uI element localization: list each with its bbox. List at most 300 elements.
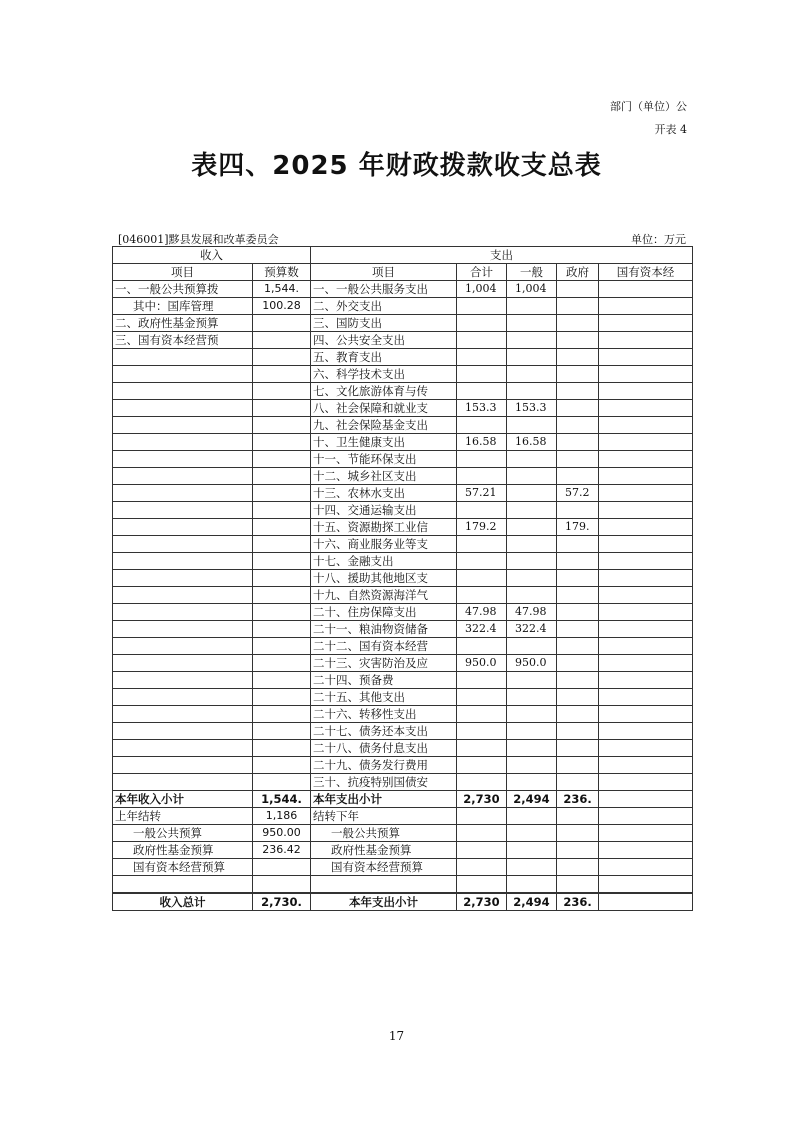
expense-state-capital-cell xyxy=(599,774,693,791)
income-item-cell xyxy=(113,740,253,757)
table-row xyxy=(113,519,693,536)
expense-general-cell xyxy=(507,757,557,774)
expense-total-cell: 1,004 xyxy=(457,281,507,298)
table-row xyxy=(113,366,693,383)
expense-state-capital-cell xyxy=(599,400,693,417)
expense-gov-fund-cell xyxy=(557,655,599,672)
expense-total-cell xyxy=(457,808,507,825)
col-header-gov-fund: 政府 xyxy=(557,264,599,281)
expense-total-cell: 322.4 xyxy=(457,621,507,638)
expense-item-cell: 二十三、灾害防治及应 xyxy=(311,655,457,672)
expense-general-cell: 1,004 xyxy=(507,281,557,298)
blank-cell xyxy=(311,876,457,894)
income-item-cell: 二、政府性基金预算 xyxy=(113,315,253,332)
expense-state-capital-cell xyxy=(599,570,693,587)
expense-state-capital-cell xyxy=(599,468,693,485)
expense-item-cell: 二十九、债务发行费用 xyxy=(311,757,457,774)
income-budget-cell xyxy=(253,332,311,349)
expense-state-capital-cell xyxy=(599,366,693,383)
group-header-row xyxy=(113,247,693,264)
income-budget-cell xyxy=(253,366,311,383)
expense-gov-fund-cell xyxy=(557,451,599,468)
expense-general-cell xyxy=(507,808,557,825)
expense-total-cell xyxy=(457,451,507,468)
income-budget-cell xyxy=(253,655,311,672)
income-item-cell: 本年收入小计 xyxy=(113,791,253,808)
expense-state-capital-cell xyxy=(599,808,693,825)
expense-gov-fund-cell xyxy=(557,757,599,774)
expense-gov-fund-cell xyxy=(557,366,599,383)
col-header-total: 合计 xyxy=(457,264,507,281)
table-row xyxy=(113,417,693,434)
expense-general-cell xyxy=(507,468,557,485)
expense-gov-fund-cell: 236. xyxy=(557,791,599,808)
expense-state-capital-cell xyxy=(599,706,693,723)
expense-state-capital-cell xyxy=(599,842,693,859)
expense-state-capital-cell xyxy=(599,893,693,911)
expense-gov-fund-cell xyxy=(557,672,599,689)
expense-state-capital-cell xyxy=(599,451,693,468)
income-budget-cell: 1,544. xyxy=(253,281,311,298)
carry-row xyxy=(113,825,693,842)
income-item-cell xyxy=(113,519,253,536)
expense-gov-fund-cell xyxy=(557,689,599,706)
expense-total-cell xyxy=(457,689,507,706)
income-budget-cell xyxy=(253,485,311,502)
expense-state-capital-cell xyxy=(599,655,693,672)
income-budget-cell xyxy=(253,740,311,757)
expense-total-cell xyxy=(457,553,507,570)
income-item-cell xyxy=(113,655,253,672)
expense-general-cell xyxy=(507,502,557,519)
income-item-cell xyxy=(113,706,253,723)
expense-gov-fund-cell xyxy=(557,621,599,638)
table-row xyxy=(113,281,693,298)
blank-row xyxy=(113,876,693,894)
table-row xyxy=(113,757,693,774)
expense-item-cell: 四、公共安全支出 xyxy=(311,332,457,349)
expense-item-cell: 二十、住房保障支出 xyxy=(311,604,457,621)
expense-item-cell: 九、社会保险基金支出 xyxy=(311,417,457,434)
expense-state-capital-cell xyxy=(599,604,693,621)
income-item-cell xyxy=(113,774,253,791)
expense-state-capital-cell xyxy=(599,757,693,774)
expense-item-cell: 八、社会保障和就业支 xyxy=(311,400,457,417)
expense-general-cell: 950.0 xyxy=(507,655,557,672)
expense-state-capital-cell xyxy=(599,332,693,349)
income-item-cell xyxy=(113,723,253,740)
expense-gov-fund-cell xyxy=(557,332,599,349)
expense-item-cell: 五、教育支出 xyxy=(311,349,457,366)
expense-general-cell xyxy=(507,672,557,689)
col-header-expense-item: 项目 xyxy=(311,264,457,281)
income-item-cell: 其中：国库管理 xyxy=(113,298,253,315)
expense-item-cell: 二十五、其他支出 xyxy=(311,689,457,706)
blank-cell xyxy=(457,876,507,894)
income-budget-cell xyxy=(253,451,311,468)
carry-row xyxy=(113,808,693,825)
expense-item-cell: 十四、交通运输支出 xyxy=(311,502,457,519)
income-item-cell xyxy=(113,417,253,434)
table-row xyxy=(113,468,693,485)
income-item-cell xyxy=(113,468,253,485)
table-row xyxy=(113,332,693,349)
expense-item-cell: 十一、节能环保支出 xyxy=(311,451,457,468)
expense-general-cell xyxy=(507,706,557,723)
expense-gov-fund-cell xyxy=(557,434,599,451)
income-budget-cell xyxy=(253,757,311,774)
finance-summary-table xyxy=(112,246,693,911)
expense-total-cell xyxy=(457,740,507,757)
income-budget-cell xyxy=(253,434,311,451)
expense-total-cell: 950.0 xyxy=(457,655,507,672)
table-row xyxy=(113,706,693,723)
expense-general-cell xyxy=(507,298,557,315)
income-budget-cell: 1,186 xyxy=(253,808,311,825)
expense-item-cell: 十、卫生健康支出 xyxy=(311,434,457,451)
expense-general-cell xyxy=(507,349,557,366)
income-budget-cell xyxy=(253,400,311,417)
expense-total-cell xyxy=(457,706,507,723)
income-budget-cell xyxy=(253,621,311,638)
expense-general-cell xyxy=(507,587,557,604)
expense-general-cell xyxy=(507,774,557,791)
expense-total-cell xyxy=(457,536,507,553)
expense-gov-fund-cell xyxy=(557,298,599,315)
income-item-cell: 一、一般公共预算拨 xyxy=(113,281,253,298)
expense-header: 支出 xyxy=(311,247,693,264)
expense-item-cell: 二十四、预备费 xyxy=(311,672,457,689)
income-budget-cell xyxy=(253,859,311,876)
income-budget-cell xyxy=(253,774,311,791)
expense-gov-fund-cell xyxy=(557,706,599,723)
expense-state-capital-cell xyxy=(599,859,693,876)
expense-general-cell xyxy=(507,740,557,757)
income-budget-cell xyxy=(253,689,311,706)
expense-state-capital-cell xyxy=(599,281,693,298)
income-budget-cell xyxy=(253,587,311,604)
blank-cell xyxy=(507,876,557,894)
table-row xyxy=(113,298,693,315)
income-budget-cell xyxy=(253,604,311,621)
expense-general-cell xyxy=(507,417,557,434)
expense-gov-fund-cell xyxy=(557,859,599,876)
expense-item-cell: 十五、资源勘探工业信 xyxy=(311,519,457,536)
expense-state-capital-cell xyxy=(599,723,693,740)
expense-total-cell xyxy=(457,349,507,366)
expense-gov-fund-cell xyxy=(557,774,599,791)
expense-state-capital-cell xyxy=(599,740,693,757)
expense-total-cell: 47.98 xyxy=(457,604,507,621)
expense-state-capital-cell xyxy=(599,298,693,315)
expense-gov-fund-cell xyxy=(557,281,599,298)
expense-general-cell xyxy=(507,825,557,842)
income-budget-cell: 2,730. xyxy=(253,893,311,911)
expense-total-cell xyxy=(457,468,507,485)
expense-total-cell xyxy=(457,842,507,859)
expense-state-capital-cell xyxy=(599,689,693,706)
expense-total-cell xyxy=(457,366,507,383)
col-header-budget: 预算数 xyxy=(253,264,311,281)
expense-state-capital-cell xyxy=(599,536,693,553)
expense-general-cell xyxy=(507,485,557,502)
expense-general-cell xyxy=(507,383,557,400)
expense-total-cell: 57.21 xyxy=(457,485,507,502)
blank-cell xyxy=(599,876,693,894)
income-budget-cell xyxy=(253,519,311,536)
income-budget-cell xyxy=(253,502,311,519)
expense-total-cell xyxy=(457,298,507,315)
header-dept-label: 部门（单位）公 xyxy=(610,100,687,113)
expense-item-cell: 国有资本经营预算 xyxy=(311,859,457,876)
expense-state-capital-cell xyxy=(599,825,693,842)
income-budget-cell xyxy=(253,349,311,366)
income-budget-cell xyxy=(253,672,311,689)
income-item-cell xyxy=(113,570,253,587)
expense-gov-fund-cell xyxy=(557,638,599,655)
expense-gov-fund-cell xyxy=(557,587,599,604)
income-item-cell xyxy=(113,383,253,400)
table-row xyxy=(113,349,693,366)
income-item-cell xyxy=(113,689,253,706)
income-item-cell xyxy=(113,400,253,417)
table-row xyxy=(113,740,693,757)
income-item-cell xyxy=(113,366,253,383)
expense-item-cell: 二、外交支出 xyxy=(311,298,457,315)
expense-general-cell xyxy=(507,570,557,587)
expense-general-cell: 2,494 xyxy=(507,791,557,808)
expense-item-cell: 二十一、粮油物资储备 xyxy=(311,621,457,638)
income-item-cell: 一般公共预算 xyxy=(113,825,253,842)
expense-item-cell: 七、文化旅游体育与传 xyxy=(311,383,457,400)
income-item-cell: 三、国有资本经营预 xyxy=(113,332,253,349)
income-item-cell: 上年结转 xyxy=(113,808,253,825)
expense-gov-fund-cell xyxy=(557,400,599,417)
table-row xyxy=(113,383,693,400)
expense-general-cell xyxy=(507,638,557,655)
expense-gov-fund-cell: 236. xyxy=(557,893,599,911)
income-item-cell: 政府性基金预算 xyxy=(113,842,253,859)
table-row xyxy=(113,655,693,672)
expense-item-cell: 本年支出小计 xyxy=(311,893,457,911)
income-item-cell xyxy=(113,621,253,638)
income-item-cell xyxy=(113,536,253,553)
expense-general-cell xyxy=(507,451,557,468)
table-row xyxy=(113,553,693,570)
expense-general-cell xyxy=(507,859,557,876)
table-row xyxy=(113,587,693,604)
expense-gov-fund-cell xyxy=(557,825,599,842)
table-row xyxy=(113,723,693,740)
expense-total-cell xyxy=(457,570,507,587)
expense-general-cell xyxy=(507,536,557,553)
income-item-cell xyxy=(113,553,253,570)
income-budget-cell xyxy=(253,536,311,553)
expense-state-capital-cell xyxy=(599,417,693,434)
expense-general-cell xyxy=(507,723,557,740)
expense-gov-fund-cell xyxy=(557,468,599,485)
col-header-income-item: 项目 xyxy=(113,264,253,281)
expense-total-cell xyxy=(457,672,507,689)
expense-general-cell xyxy=(507,315,557,332)
expense-item-cell: 十二、城乡社区支出 xyxy=(311,468,457,485)
expense-total-cell xyxy=(457,825,507,842)
expense-item-cell: 十七、金融支出 xyxy=(311,553,457,570)
expense-total-cell xyxy=(457,587,507,604)
income-budget-cell xyxy=(253,570,311,587)
expense-general-cell: 16.58 xyxy=(507,434,557,451)
expense-total-cell xyxy=(457,332,507,349)
expense-gov-fund-cell xyxy=(557,740,599,757)
expense-total-cell xyxy=(457,638,507,655)
column-header-row xyxy=(113,264,693,281)
table-row xyxy=(113,315,693,332)
expense-total-cell xyxy=(457,723,507,740)
expense-gov-fund-cell xyxy=(557,349,599,366)
expense-state-capital-cell xyxy=(599,638,693,655)
total-row xyxy=(113,893,693,911)
expense-general-cell: 153.3 xyxy=(507,400,557,417)
department-code-name: [046001]黟县发展和改革委员会 xyxy=(118,233,279,246)
expense-item-cell: 一般公共预算 xyxy=(311,825,457,842)
income-item-cell: 收入总计 xyxy=(113,893,253,911)
expense-total-cell xyxy=(457,417,507,434)
expense-state-capital-cell xyxy=(599,672,693,689)
table-row xyxy=(113,621,693,638)
expense-gov-fund-cell xyxy=(557,315,599,332)
table-row xyxy=(113,570,693,587)
expense-state-capital-cell xyxy=(599,502,693,519)
income-budget-cell xyxy=(253,706,311,723)
expense-general-cell xyxy=(507,519,557,536)
income-budget-cell xyxy=(253,723,311,740)
income-budget-cell xyxy=(253,553,311,570)
expense-gov-fund-cell xyxy=(557,502,599,519)
expense-total-cell: 2,730 xyxy=(457,791,507,808)
income-item-cell xyxy=(113,604,253,621)
expense-gov-fund-cell xyxy=(557,842,599,859)
expense-item-cell: 二十七、债务还本支出 xyxy=(311,723,457,740)
page-title: 表四、2025 年财政拨款收支总表 xyxy=(191,151,602,181)
expense-item-cell: 本年支出小计 xyxy=(311,791,457,808)
expense-gov-fund-cell: 179. xyxy=(557,519,599,536)
expense-item-cell: 三十、抗疫特别国债安 xyxy=(311,774,457,791)
expense-item-cell: 十六、商业服务业等支 xyxy=(311,536,457,553)
income-budget-cell xyxy=(253,315,311,332)
expense-general-cell xyxy=(507,332,557,349)
expense-general-cell: 47.98 xyxy=(507,604,557,621)
expense-item-cell: 政府性基金预算 xyxy=(311,842,457,859)
income-item-cell xyxy=(113,502,253,519)
expense-item-cell: 二十八、债务付息支出 xyxy=(311,740,457,757)
income-item-cell xyxy=(113,638,253,655)
expense-general-cell xyxy=(507,553,557,570)
blank-cell xyxy=(253,876,311,894)
income-budget-cell xyxy=(253,417,311,434)
income-item-cell xyxy=(113,451,253,468)
income-item-cell: 国有资本经营预算 xyxy=(113,859,253,876)
carry-row xyxy=(113,842,693,859)
expense-gov-fund-cell xyxy=(557,723,599,740)
table-row xyxy=(113,400,693,417)
income-item-cell xyxy=(113,672,253,689)
expense-item-cell: 十三、农林水支出 xyxy=(311,485,457,502)
expense-state-capital-cell xyxy=(599,519,693,536)
expense-state-capital-cell xyxy=(599,587,693,604)
carry-row xyxy=(113,859,693,876)
expense-state-capital-cell xyxy=(599,349,693,366)
expense-item-cell: 六、科学技术支出 xyxy=(311,366,457,383)
expense-item-cell: 十九、自然资源海洋气 xyxy=(311,587,457,604)
expense-general-cell xyxy=(507,366,557,383)
income-item-cell xyxy=(113,485,253,502)
income-budget-cell xyxy=(253,468,311,485)
col-header-state-capital: 国有资本经 xyxy=(599,264,693,281)
income-item-cell xyxy=(113,434,253,451)
expense-state-capital-cell xyxy=(599,553,693,570)
income-item-cell xyxy=(113,587,253,604)
expense-total-cell: 2,730 xyxy=(457,893,507,911)
expense-state-capital-cell xyxy=(599,434,693,451)
expense-total-cell xyxy=(457,859,507,876)
expense-item-cell: 三、国防支出 xyxy=(311,315,457,332)
table-row xyxy=(113,485,693,502)
expense-total-cell: 179.2 xyxy=(457,519,507,536)
unit-label: 单位：万元 xyxy=(631,233,686,246)
expense-gov-fund-cell xyxy=(557,604,599,621)
blank-cell xyxy=(113,876,253,894)
expense-gov-fund-cell xyxy=(557,383,599,400)
expense-gov-fund-cell: 57.2 xyxy=(557,485,599,502)
expense-total-cell xyxy=(457,383,507,400)
header-table-number: 开表 4 xyxy=(654,123,687,136)
expense-gov-fund-cell xyxy=(557,536,599,553)
expense-item-cell: 二十六、转移性支出 xyxy=(311,706,457,723)
expense-state-capital-cell xyxy=(599,621,693,638)
expense-item-cell: 二十二、国有资本经营 xyxy=(311,638,457,655)
expense-state-capital-cell xyxy=(599,791,693,808)
table-row xyxy=(113,451,693,468)
income-budget-cell: 236.42 xyxy=(253,842,311,859)
expense-total-cell xyxy=(457,315,507,332)
blank-cell xyxy=(557,876,599,894)
table-row xyxy=(113,774,693,791)
income-budget-cell: 100.28 xyxy=(253,298,311,315)
expense-gov-fund-cell xyxy=(557,553,599,570)
income-budget-cell xyxy=(253,383,311,400)
expense-state-capital-cell xyxy=(599,383,693,400)
expense-item-cell: 十八、援助其他地区支 xyxy=(311,570,457,587)
expense-general-cell xyxy=(507,689,557,706)
expense-state-capital-cell xyxy=(599,315,693,332)
table-row xyxy=(113,604,693,621)
expense-total-cell: 16.58 xyxy=(457,434,507,451)
expense-gov-fund-cell xyxy=(557,570,599,587)
income-budget-cell: 950.00 xyxy=(253,825,311,842)
expense-general-cell: 2,494 xyxy=(507,893,557,911)
expense-general-cell xyxy=(507,842,557,859)
expense-total-cell xyxy=(457,757,507,774)
table-row xyxy=(113,672,693,689)
income-budget-cell xyxy=(253,638,311,655)
income-item-cell xyxy=(113,757,253,774)
subtotal-row xyxy=(113,791,693,808)
table-row xyxy=(113,638,693,655)
expense-gov-fund-cell xyxy=(557,808,599,825)
expense-general-cell: 322.4 xyxy=(507,621,557,638)
income-budget-cell: 1,544. xyxy=(253,791,311,808)
expense-item-cell: 一、一般公共服务支出 xyxy=(311,281,457,298)
